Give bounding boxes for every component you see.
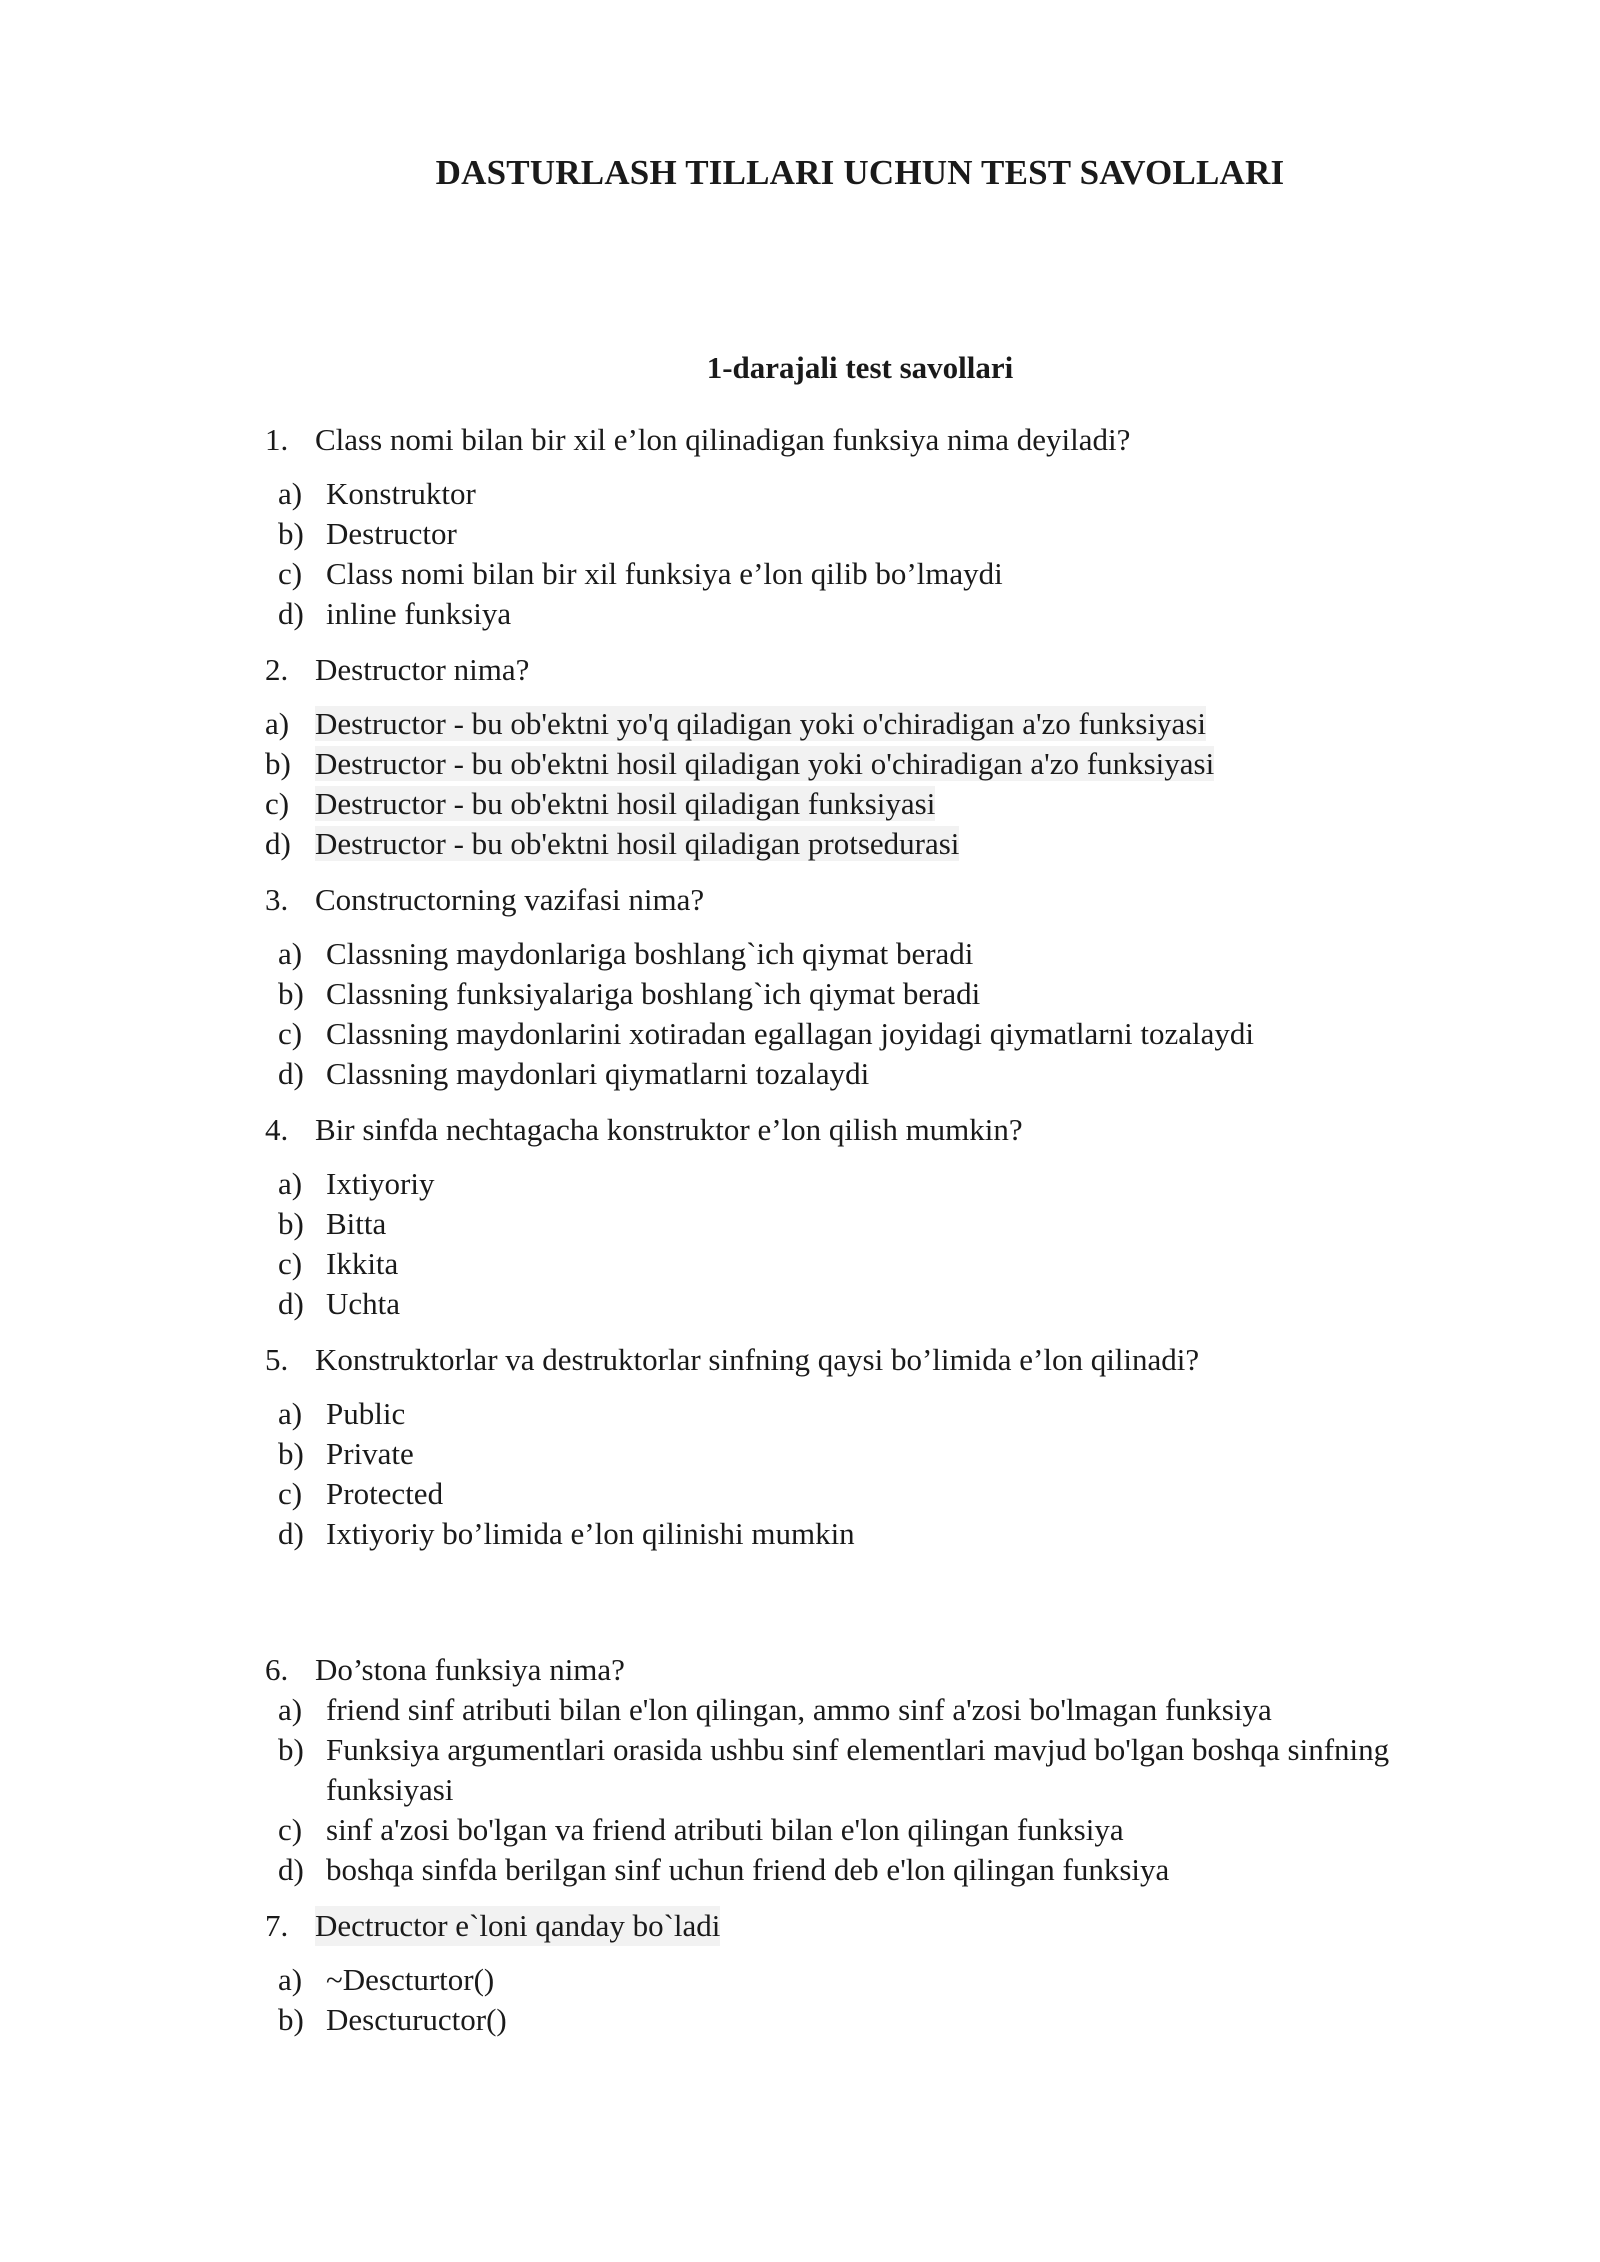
option-letter: d)	[265, 826, 291, 861]
question-number: 1.	[265, 422, 289, 457]
question-text: Bir sinfda nechtagacha konstruktor e’lon qilish mumkin?	[315, 1112, 1023, 1147]
option-letter: c)	[278, 1246, 303, 1281]
options-3	[265, 934, 1465, 1094]
option-item	[265, 1474, 1465, 1514]
options-5	[265, 1394, 1465, 1554]
section-subtitle: 1-darajali test savollari	[706, 350, 1014, 385]
option-item	[265, 1014, 1465, 1054]
option-item	[265, 824, 1465, 864]
question-number: 3.	[265, 882, 289, 917]
question-number: 6.	[265, 1652, 289, 1687]
question-7	[265, 1906, 1465, 1946]
option-item	[265, 1690, 1465, 1730]
option-item	[265, 474, 1465, 514]
question-3	[265, 880, 1465, 920]
option-letter: b)	[265, 746, 291, 781]
options-4	[265, 1164, 1465, 1324]
option-letter: a)	[278, 1962, 303, 1997]
option-text: friend sinf atributi bilan e'lon qilingan, ammo sinf a'zosi bo'lmagan funksiya	[326, 1692, 1272, 1727]
option-item	[265, 1394, 1465, 1434]
question-2	[265, 650, 1465, 690]
question-number: 5.	[265, 1342, 289, 1377]
option-text: Destructor	[326, 516, 457, 551]
option-text: Ikkita	[326, 1246, 399, 1281]
option-item	[265, 1810, 1465, 1850]
option-letter: c)	[278, 556, 303, 591]
option-text: Destructor - bu ob'ektni hosil qiladigan yoki o'chiradigan a'zo funksiyasi	[315, 746, 1215, 781]
question-1	[265, 420, 1465, 460]
option-text: Destructor - bu ob'ektni hosil qiladigan funksiyasi	[315, 786, 936, 821]
option-letter: c)	[265, 786, 290, 821]
option-item	[265, 1054, 1465, 1094]
option-text: boshqa sinfda berilgan sinf uchun friend deb e'lon qilingan funksiya	[326, 1852, 1170, 1887]
option-letter: a)	[278, 1166, 303, 1201]
option-letter: d)	[278, 596, 304, 631]
question-6	[265, 1650, 1465, 1690]
option-item	[265, 1244, 1465, 1284]
option-item	[265, 934, 1465, 974]
question-text: Do’stona funksiya nima?	[315, 1652, 625, 1687]
option-letter: c)	[278, 1476, 303, 1511]
question-number: 4.	[265, 1112, 289, 1147]
option-text: Class nomi bilan bir xil funksiya e’lon qilib bo’lmaydi	[326, 556, 1003, 591]
option-text: Ixtiyoriy	[326, 1166, 435, 1201]
question-text: Dectructor e`loni qanday bo`ladi	[315, 1906, 720, 1946]
option-letter: a)	[265, 706, 290, 741]
document-title: DASTURLASH TILLARI UCHUN TEST SAVOLLARI	[435, 153, 1285, 192]
option-item	[265, 1434, 1465, 1474]
option-text: Konstruktor	[326, 476, 476, 511]
option-letter: d)	[278, 1056, 304, 1091]
question-text: Destructor nima?	[315, 652, 530, 687]
option-text: inline funksiya	[326, 596, 512, 631]
options-2	[265, 704, 1465, 864]
option-item	[265, 514, 1465, 554]
option-letter: d)	[278, 1516, 304, 1551]
options-6	[265, 1690, 1465, 1890]
question-text: Constructorning vazifasi nima?	[315, 882, 705, 917]
option-text: Classning maydonlari qiymatlarni tozalaydi	[326, 1056, 870, 1091]
option-text: Uchta	[326, 1286, 401, 1321]
option-letter: d)	[278, 1852, 304, 1887]
option-item	[265, 784, 1465, 824]
option-item	[265, 1850, 1465, 1890]
option-letter: a)	[278, 1692, 303, 1727]
option-text: Private	[326, 1436, 414, 1471]
option-letter: b)	[278, 516, 304, 551]
option-letter: a)	[278, 1396, 303, 1431]
option-letter: b)	[278, 1206, 304, 1241]
option-letter: b)	[278, 1732, 304, 1767]
option-letter: b)	[278, 976, 304, 1011]
options-7	[265, 1960, 1465, 2040]
option-text: Desctuructor()	[326, 2002, 507, 2037]
option-text: Funksiya argumentlari orasida ushbu sinf elementlari mavjud bo'lgan boshqa sinfning funksiyasi	[326, 1732, 1390, 1807]
question-number: 7.	[265, 1908, 289, 1943]
option-item	[265, 1730, 1465, 1810]
option-item	[265, 1514, 1465, 1554]
option-item	[265, 704, 1465, 744]
question-text: Konstruktorlar va destruktorlar sinfning qaysi bo’limida e’lon qilinadi?	[315, 1342, 1200, 1377]
question-5	[265, 1340, 1465, 1380]
option-item	[265, 744, 1465, 784]
option-text: Bitta	[326, 1206, 387, 1241]
question-number: 2.	[265, 652, 289, 687]
option-item	[265, 974, 1465, 1014]
option-item	[265, 1284, 1465, 1324]
option-letter: c)	[278, 1016, 303, 1051]
option-letter: b)	[278, 2002, 304, 2037]
option-letter: b)	[278, 1436, 304, 1471]
question-list	[265, 410, 1465, 2056]
option-letter: a)	[278, 476, 303, 511]
option-item	[265, 1204, 1465, 1244]
option-letter: a)	[278, 936, 303, 971]
option-text: Destructor - bu ob'ektni hosil qiladigan protsedurasi	[315, 826, 960, 861]
option-text: Destructor - bu ob'ektni yo'q qiladigan yoki o'chiradigan a'zo funksiyasi	[315, 706, 1206, 741]
option-item	[265, 594, 1465, 634]
options-1	[265, 474, 1465, 634]
option-text: Classning maydonlariga boshlang`ich qiymat beradi	[326, 936, 974, 971]
option-text: Ixtiyoriy bo’limida e’lon qilinishi mumkin	[326, 1516, 855, 1551]
option-text: Classning maydonlarini xotiradan egallagan joyidagi qiymatlarni tozalaydi	[326, 1016, 1255, 1051]
option-text: Protected	[326, 1476, 444, 1511]
option-item	[265, 1164, 1465, 1204]
option-letter: d)	[278, 1286, 304, 1321]
option-text: sinf a'zosi bo'lgan va friend atributi bilan e'lon qilingan funksiya	[326, 1812, 1124, 1847]
option-item	[265, 554, 1465, 594]
question-text: Class nomi bilan bir xil e’lon qilinadigan funksiya nima deyiladi?	[315, 422, 1131, 457]
option-text: Classning funksiyalariga boshlang`ich qiymat beradi	[326, 976, 981, 1011]
option-letter: c)	[278, 1812, 303, 1847]
option-item	[265, 1960, 1465, 2000]
spacer	[265, 1570, 1465, 1650]
question-4	[265, 1110, 1465, 1150]
option-text: Public	[326, 1396, 406, 1431]
option-item	[265, 2000, 1465, 2040]
option-text: ~Descturtor()	[326, 1962, 495, 1997]
